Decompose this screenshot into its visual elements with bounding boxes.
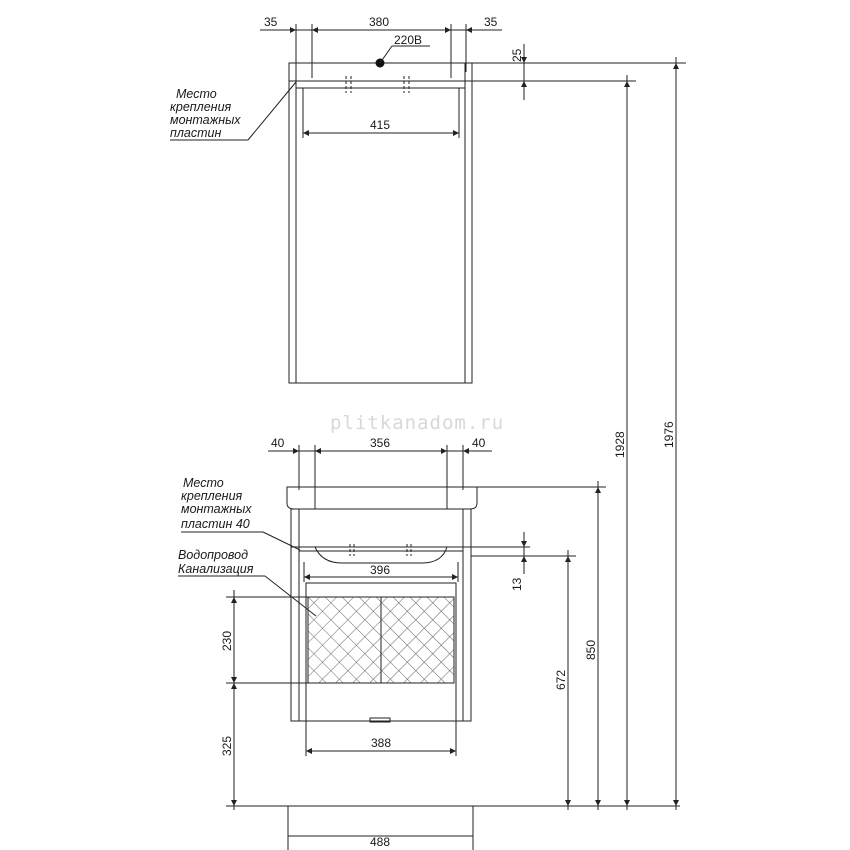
note-line: монтажных xyxy=(181,502,252,516)
dim-bottom-width: 488 xyxy=(370,835,391,849)
note-line: Канализация xyxy=(178,562,254,576)
note-line: Место xyxy=(183,476,224,490)
dim-mirror-width: 380 xyxy=(369,15,390,29)
dim-floor-to-mirror-top: 1976 xyxy=(662,421,676,448)
mirror-mount-note xyxy=(170,82,296,140)
plumbing-note xyxy=(178,548,316,616)
note-line: монтажных xyxy=(170,113,241,127)
vanity-cabinet xyxy=(291,509,471,722)
dim-mirror-left-margin: 35 xyxy=(264,15,278,29)
dim-drawer-width: 396 xyxy=(370,563,391,577)
note-line: Водопровод xyxy=(178,548,249,562)
dim-vanity-right-margin: 40 xyxy=(472,436,486,450)
vanity-mount-note xyxy=(181,476,300,550)
note-line: крепления xyxy=(170,100,232,114)
dim-floor-to-mount: 672 xyxy=(554,669,568,690)
dim-floor-to-mirror-mount: 1928 xyxy=(613,431,627,458)
dim-mirror-inner-width: 415 xyxy=(370,118,391,132)
mirror-cabinet xyxy=(289,59,472,384)
dim-cabinet-width: 388 xyxy=(371,736,392,750)
vanity-countertop xyxy=(287,487,477,509)
vanity-top-dims xyxy=(268,445,492,490)
note-line: крепления xyxy=(181,489,243,503)
note-line: Место xyxy=(176,87,217,101)
dim-basin-offset: 13 xyxy=(510,577,524,591)
dim-power-label: 220В xyxy=(394,33,423,47)
watermark-text: plitkanadom.ru xyxy=(330,412,505,434)
dim-mirror-top-offset: 25 xyxy=(510,48,524,62)
mirror-top-dims xyxy=(260,24,502,78)
dim-vanity-width: 356 xyxy=(370,436,391,450)
note-line: пластин 40 xyxy=(181,517,250,531)
dim-mirror-right-margin: 35 xyxy=(484,15,498,29)
dim-floor-to-top: 850 xyxy=(584,639,598,660)
dim-pipe-zone: 230 xyxy=(220,630,234,651)
dim-vanity-left-margin: 40 xyxy=(271,436,285,450)
power-leader-line xyxy=(380,46,392,63)
note-line: пластин xyxy=(170,126,222,140)
dim-floor-to-pipes: 325 xyxy=(220,735,234,756)
basin-offset-dim xyxy=(471,532,530,574)
